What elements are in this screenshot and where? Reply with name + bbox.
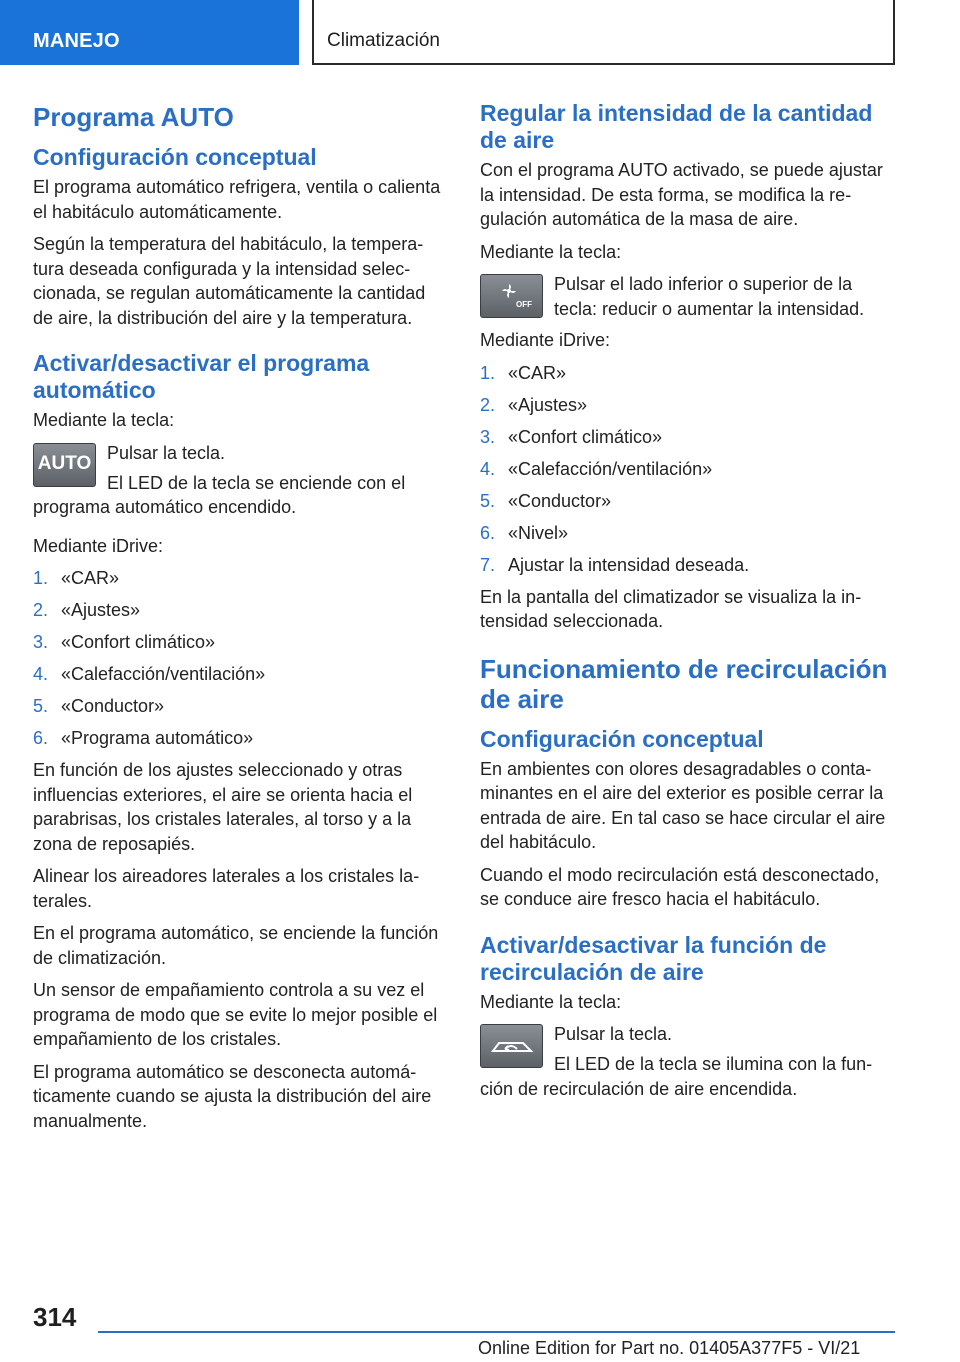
paragraph: En la pantalla del climatizador se visualiza la intensidad seleccionada. [480, 586, 862, 631]
step-number: 3. [480, 426, 496, 447]
list-item [33, 726, 448, 751]
heading-activar-programa: Activar/desactivar el programa automático [33, 350, 370, 403]
step-text: «Calefacción/ventilación» [61, 664, 266, 684]
key-led-text: El LED de la tecla se enciende con el programa automático encendido. [33, 472, 406, 517]
step-number: 5. [480, 490, 496, 511]
header-divider [312, 0, 314, 65]
key-led-text: El LED de la tecla se ilumina con la función de recirculación de aire encendida. [480, 1054, 873, 1099]
step-text: «Nivel» [508, 522, 569, 543]
step-text: «Conductor» [61, 696, 165, 716]
fan-icon [492, 281, 532, 311]
paragraph: En el programa automático, se enciende la función de climatización. [33, 923, 439, 968]
paragraph: El programa automático refrigera, ventila o calienta el habitáculo automáticamente. [33, 177, 441, 222]
key-instruction [33, 441, 448, 491]
step-number: 7. [480, 554, 496, 575]
step-text: «Confort climático» [508, 426, 663, 447]
heading-regular-intensidad: Regular la intensidad de la cantidad de aire [480, 100, 873, 153]
list-item [33, 662, 448, 687]
auto-key-icon [33, 443, 96, 487]
step-text: «CAR» [61, 568, 120, 588]
list-item [480, 521, 895, 546]
heading-config-conceptual: Configuración conceptual [480, 725, 764, 752]
heading-programa-auto: Programa AUTO [33, 102, 234, 132]
step-number: 2. [480, 394, 496, 415]
list-item [480, 361, 895, 386]
key-text: Pulsar el lado inferior o superior de la tecla: reducir o aumentar la intensidad. [554, 274, 865, 319]
fan-key-icon [480, 274, 543, 318]
step-number: 6. [33, 728, 49, 748]
step-text: «Conductor» [508, 490, 612, 511]
step-number: 5. [33, 696, 49, 716]
footer-edition: Online Edition for Part no. 01405A377F5 - VI/21 [478, 1338, 861, 1358]
paragraph: En función de los ajustes seleccionado y otras influencias exteriores, el aire se orienta hacia el parabrisas, los cristales laterales, al torso y a la zona de reposapiés. [33, 760, 413, 854]
list-item [480, 425, 895, 450]
paragraph: Mediante iDrive: [33, 535, 164, 556]
right-column [480, 100, 895, 1109]
footer-rule [98, 1331, 895, 1333]
list-item [480, 489, 895, 514]
list-item [480, 393, 895, 418]
paragraph: En ambientes con olores desagradables o contaminantes en el aire del exterior es posible cerrar la entrada de aire. En tal caso se hace circular el aire del habitáculo. [480, 758, 886, 852]
chapter-tab[interactable] [0, 0, 299, 65]
list-item [33, 630, 448, 655]
step-number: 3. [33, 632, 49, 652]
header-divider-right [893, 0, 895, 65]
paragraph: Mediante la tecla: [480, 241, 622, 262]
paragraph: Alinear los aireadores laterales a los cristales laterales. [33, 866, 420, 911]
page-number: 314 [33, 1302, 77, 1332]
step-number: 1. [480, 362, 496, 383]
recirculation-icon [489, 1033, 535, 1059]
idrive-steps [480, 361, 895, 578]
key-text: Pulsar la tecla. [554, 1024, 673, 1044]
step-number: 1. [33, 568, 49, 588]
step-text: «Ajustes» [61, 600, 141, 620]
paragraph: Mediante iDrive: [480, 330, 611, 350]
paragraph: Según la temperatura del habitáculo, la temperatura deseada configurada y la intensidad seleccionada, se regulan automáticamente la cantidad de aire, la distribución del aire y la temperatura. [33, 234, 426, 328]
key-text: Pulsar la tecla. [107, 442, 226, 463]
auto-key-label: AUTO [37, 453, 92, 475]
paragraph: Mediante la tecla: [480, 991, 622, 1012]
paragraph: El programa automático se desconecta automáticamente cuando se ajusta la distribución del aire manualmente. [33, 1061, 432, 1131]
heading-config-conceptual: Configuración conceptual [33, 144, 317, 170]
step-text: Ajustar la intensidad deseada. [508, 554, 750, 575]
step-text: «CAR» [508, 362, 567, 383]
step-number: 2. [33, 600, 49, 620]
recirculation-key-icon [480, 1024, 543, 1068]
paragraph: Mediante la tecla: [33, 410, 175, 430]
fan-key-label: OFF [515, 300, 532, 309]
list-item [480, 553, 895, 578]
chapter-label: MANEJO [33, 30, 120, 52]
step-number: 6. [480, 522, 496, 543]
fan-key-instruction [480, 272, 895, 322]
step-text: «Programa automático» [61, 728, 254, 748]
paragraph: Con el programa AUTO activado, se puede ajustar la intensidad. De esta forma, se modifica la regulación automática de la masa de aire. [480, 160, 883, 229]
list-item [480, 457, 895, 482]
step-number: 4. [33, 664, 49, 684]
list-item [33, 694, 448, 719]
step-text: «Ajustes» [508, 394, 588, 415]
list-item [33, 598, 448, 623]
list-item [33, 566, 448, 591]
paragraph: Un sensor de empañamiento controla a su vez el programa de modo que se evite lo mejor posible el empañamiento de los cristales. [33, 980, 438, 1049]
heading-activar-recirculacion: Activar/desactivar la función de recirculación de aire [480, 931, 827, 985]
section-title: Climatización [327, 30, 440, 51]
paragraph: Cuando el modo recirculación está desconectado, se conduce aire fresco hacia el habitáculo. [480, 864, 880, 909]
step-text: «Calefacción/ventilación» [508, 458, 713, 479]
left-column [33, 100, 448, 1141]
recirc-key-instruction [480, 1022, 895, 1072]
header-underline [312, 63, 895, 65]
step-number: 4. [480, 458, 496, 479]
idrive-steps [33, 566, 448, 751]
step-text: «Confort climático» [61, 632, 216, 652]
heading-recirculacion: Funcionamiento de recirculación de aire [480, 653, 888, 714]
